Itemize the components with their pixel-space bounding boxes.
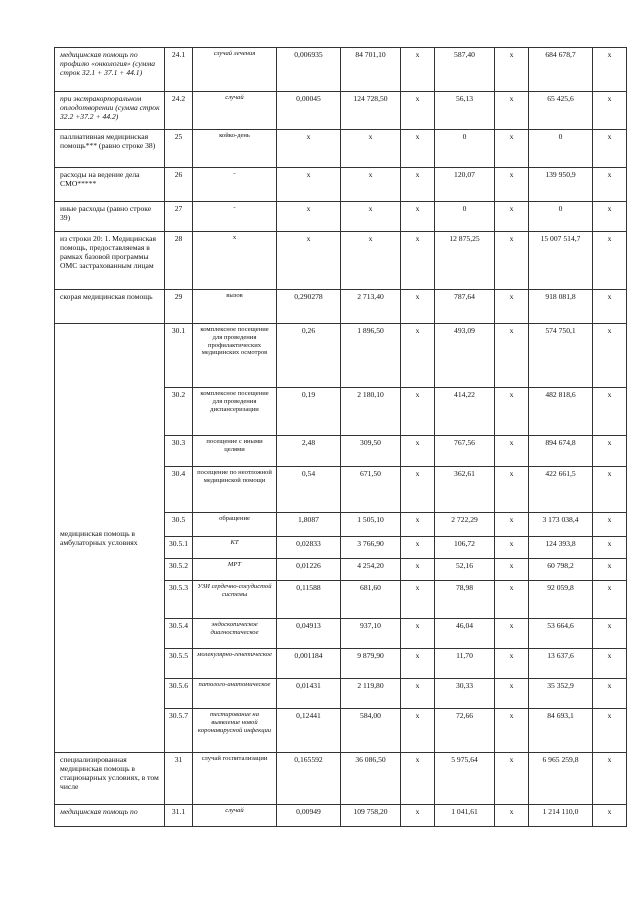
volume-cell: 0,01226 (277, 559, 341, 581)
unit-cell: обращение (193, 513, 277, 537)
row-code: 30.2 (165, 388, 193, 436)
volume-cell: 0,00045 (277, 92, 341, 130)
value-cell: х (593, 709, 627, 753)
value-cell: 574 750,1 (529, 324, 593, 388)
volume-cell: х (277, 232, 341, 290)
row-code: 30.5.7 (165, 709, 193, 753)
cost-cell: 584,00 (341, 709, 401, 753)
value-cell: х (593, 537, 627, 559)
value-cell: х (401, 324, 435, 388)
volume-cell: 0,11588 (277, 581, 341, 619)
value-cell: х (401, 619, 435, 649)
row-name: из строки 20: 1. Медицинская помощь, предоставляемая в рамках базовой программы ОМС застрахованным лицам (55, 232, 165, 290)
value-cell: 0 (435, 202, 495, 232)
value-cell: 78,98 (435, 581, 495, 619)
value-cell: 15 007 514,7 (529, 232, 593, 290)
value-cell: х (401, 709, 435, 753)
value-cell: х (593, 436, 627, 467)
value-cell: х (495, 232, 529, 290)
value-cell: 414,22 (435, 388, 495, 436)
value-cell: 0 (529, 202, 593, 232)
unit-cell: МРТ (193, 559, 277, 581)
value-cell: х (593, 619, 627, 649)
volume-cell: 0,26 (277, 324, 341, 388)
value-cell: 30,33 (435, 679, 495, 709)
unit-cell: случай (193, 805, 277, 827)
value-cell: 139 950,9 (529, 168, 593, 202)
table-row (55, 92, 627, 130)
unit-cell: УЗИ сердечно-сосудистой системы (193, 581, 277, 619)
row-name: медицинская помощь по (55, 805, 165, 827)
value-cell: 1 214 110,0 (529, 805, 593, 827)
row-code: 31.1 (165, 805, 193, 827)
unit-cell: - (193, 202, 277, 232)
unit-cell: комплексное посещение для проведения диспансеризации (193, 388, 277, 436)
row-code: 30.5.6 (165, 679, 193, 709)
value-cell: х (495, 388, 529, 436)
value-cell: х (593, 467, 627, 513)
cost-cell: 84 701,10 (341, 48, 401, 92)
value-cell: х (495, 130, 529, 168)
value-cell: 60 798,2 (529, 559, 593, 581)
cost-cell: 2 180,10 (341, 388, 401, 436)
value-cell: 3 173 038,4 (529, 513, 593, 537)
value-cell: х (495, 467, 529, 513)
volume-cell: 0,165592 (277, 753, 341, 805)
volume-cell: 0,01431 (277, 679, 341, 709)
table-row (55, 232, 627, 290)
value-cell: 35 352,9 (529, 679, 593, 709)
value-cell: 0 (435, 130, 495, 168)
value-cell: х (593, 202, 627, 232)
value-cell: 46,04 (435, 619, 495, 649)
value-cell: 0 (529, 130, 593, 168)
cost-cell: 124 728,50 (341, 92, 401, 130)
value-cell: 767,56 (435, 436, 495, 467)
unit-cell: молекулярно-генетическое (193, 649, 277, 679)
row-code: 30.4 (165, 467, 193, 513)
row-name: при экстракорпоральном оплодотворении (сумма строк 32.2 +37.2 + 44.2) (55, 92, 165, 130)
value-cell: х (401, 202, 435, 232)
row-name: иные расходы (равно строке 39) (55, 202, 165, 232)
cost-cell: 109 758,20 (341, 805, 401, 827)
volume-cell: 0,12441 (277, 709, 341, 753)
cost-cell: х (341, 168, 401, 202)
value-cell: х (495, 324, 529, 388)
row-name: расходы на ведение дела СМО***** (55, 168, 165, 202)
unit-cell: посещение с иными целями (193, 436, 277, 467)
row-code: 30.5.3 (165, 581, 193, 619)
value-cell: 1 041,61 (435, 805, 495, 827)
table-row (55, 753, 627, 805)
value-cell: х (593, 753, 627, 805)
value-cell: 124 393,8 (529, 537, 593, 559)
value-cell: х (593, 805, 627, 827)
row-name: паллиативная медицинская помощь*** (равно строке 38) (55, 130, 165, 168)
volume-cell: х (277, 130, 341, 168)
value-cell: х (495, 559, 529, 581)
value-cell: х (495, 168, 529, 202)
value-cell: х (401, 513, 435, 537)
cost-cell: 4 254,20 (341, 559, 401, 581)
cost-cell: х (341, 130, 401, 168)
value-cell: 5 975,64 (435, 753, 495, 805)
value-cell: х (401, 168, 435, 202)
row-code: 30.1 (165, 324, 193, 388)
value-cell: х (593, 48, 627, 92)
value-cell: х (593, 290, 627, 324)
cost-cell: 937,10 (341, 619, 401, 649)
volume-cell: 0,54 (277, 467, 341, 513)
value-cell: 52,16 (435, 559, 495, 581)
value-cell: х (495, 92, 529, 130)
value-cell: х (593, 388, 627, 436)
volume-cell: х (277, 202, 341, 232)
value-cell: х (495, 537, 529, 559)
unit-cell: случай госпитализации (193, 753, 277, 805)
row-code: 30.5.5 (165, 649, 193, 679)
value-cell: х (401, 581, 435, 619)
value-cell: 92 059,8 (529, 581, 593, 619)
table-row (55, 290, 627, 324)
value-cell: 2 722,29 (435, 513, 495, 537)
volume-cell: 0,290278 (277, 290, 341, 324)
value-cell: 120,07 (435, 168, 495, 202)
cost-cell: 36 086,50 (341, 753, 401, 805)
unit-cell: эндоскопическое диагностическое (193, 619, 277, 649)
row-code: 29 (165, 290, 193, 324)
value-cell: 894 674,8 (529, 436, 593, 467)
value-cell: х (401, 753, 435, 805)
value-cell: 482 818,6 (529, 388, 593, 436)
value-cell: х (495, 290, 529, 324)
table-row (55, 168, 627, 202)
table-row (55, 130, 627, 168)
cost-cell: 681,60 (341, 581, 401, 619)
row-code: 25 (165, 130, 193, 168)
value-cell: 56,13 (435, 92, 495, 130)
value-cell: х (593, 92, 627, 130)
row-code: 30.5.2 (165, 559, 193, 581)
value-cell: х (495, 619, 529, 649)
cost-cell: 1 896,50 (341, 324, 401, 388)
value-cell: 684 678,7 (529, 48, 593, 92)
unit-cell: тестирование на выявление новой коронавирусной инфекции (193, 709, 277, 753)
table-row (55, 805, 627, 827)
table-row (55, 48, 627, 92)
value-cell: х (495, 581, 529, 619)
volume-cell: х (277, 168, 341, 202)
value-cell: 12 875,25 (435, 232, 495, 290)
unit-cell: патолого-анатомическое (193, 679, 277, 709)
value-cell: х (495, 436, 529, 467)
value-cell: х (401, 805, 435, 827)
value-cell: х (401, 92, 435, 130)
value-cell: 587,40 (435, 48, 495, 92)
value-cell: 11,70 (435, 649, 495, 679)
volume-cell: 0,04913 (277, 619, 341, 649)
value-cell: х (401, 290, 435, 324)
value-cell: 362,61 (435, 467, 495, 513)
cost-cell: 2 119,80 (341, 679, 401, 709)
unit-cell: х (193, 232, 277, 290)
unit-cell: вызов (193, 290, 277, 324)
row-code: 31 (165, 753, 193, 805)
row-name: медицинская помощь по профилю «онкология» (сумма строк 32.1 + 37.1 + 44.1) (55, 48, 165, 92)
volume-cell: 1,8087 (277, 513, 341, 537)
value-cell: х (593, 232, 627, 290)
value-cell: х (495, 753, 529, 805)
value-cell: х (401, 467, 435, 513)
value-cell: х (495, 513, 529, 537)
volume-cell: 0,00949 (277, 805, 341, 827)
value-cell: х (401, 679, 435, 709)
value-cell: 106,72 (435, 537, 495, 559)
value-cell: х (593, 581, 627, 619)
row-code: 24.1 (165, 48, 193, 92)
volume-cell: 0,001184 (277, 649, 341, 679)
row-code: 30.5 (165, 513, 193, 537)
value-cell: х (593, 168, 627, 202)
value-cell: х (495, 649, 529, 679)
unit-cell: случай лечения (193, 48, 277, 92)
row-code: 30.3 (165, 436, 193, 467)
value-cell: 6 965 259,8 (529, 753, 593, 805)
cost-cell: х (341, 202, 401, 232)
value-cell: 72,66 (435, 709, 495, 753)
unit-cell: - (193, 168, 277, 202)
value-cell: х (593, 679, 627, 709)
value-cell: х (401, 649, 435, 679)
value-cell: х (401, 537, 435, 559)
value-cell: 84 693,1 (529, 709, 593, 753)
value-cell: 918 081,8 (529, 290, 593, 324)
row-name: медицинская помощь в амбулаторных условиях (55, 324, 165, 753)
value-cell: х (401, 388, 435, 436)
row-code: 26 (165, 168, 193, 202)
cost-cell: 1 505,10 (341, 513, 401, 537)
cost-cell: 671,50 (341, 467, 401, 513)
value-cell: х (495, 805, 529, 827)
value-cell: 65 425,6 (529, 92, 593, 130)
value-cell: х (593, 513, 627, 537)
value-cell: х (593, 649, 627, 679)
value-cell: х (495, 48, 529, 92)
value-cell: х (401, 232, 435, 290)
unit-cell: посещение по неотложной медицинской помощи (193, 467, 277, 513)
value-cell: х (495, 202, 529, 232)
cost-cell: 2 713,40 (341, 290, 401, 324)
value-cell: 422 661,5 (529, 467, 593, 513)
unit-cell: койко-день (193, 130, 277, 168)
cost-cell: 309,50 (341, 436, 401, 467)
value-cell: х (401, 48, 435, 92)
unit-cell: случай (193, 92, 277, 130)
value-cell: х (593, 130, 627, 168)
value-cell: 53 664,6 (529, 619, 593, 649)
value-cell: 787,64 (435, 290, 495, 324)
value-cell: х (593, 324, 627, 388)
row-code: 27 (165, 202, 193, 232)
value-cell: х (593, 559, 627, 581)
cost-cell: х (341, 232, 401, 290)
row-code: 30.5.4 (165, 619, 193, 649)
volume-cell: 0,02833 (277, 537, 341, 559)
cost-cell: 3 766,90 (341, 537, 401, 559)
value-cell: х (495, 709, 529, 753)
volume-cell: 2,48 (277, 436, 341, 467)
cost-cell: 9 879,90 (341, 649, 401, 679)
value-cell: 13 637,6 (529, 649, 593, 679)
row-code: 28 (165, 232, 193, 290)
unit-cell: КТ (193, 537, 277, 559)
table-body (55, 48, 627, 827)
volume-cell: 0,006935 (277, 48, 341, 92)
row-name: специализированная медицинская помощь в стационарных условиях, в том числе (55, 753, 165, 805)
financing-table (54, 47, 627, 827)
unit-cell: комплексное посещение для проведения профилактических медицинских осмотров (193, 324, 277, 388)
table-row (55, 202, 627, 232)
row-code: 24.2 (165, 92, 193, 130)
volume-cell: 0,19 (277, 388, 341, 436)
value-cell: х (401, 130, 435, 168)
value-cell: х (401, 559, 435, 581)
table-row (55, 324, 627, 388)
value-cell: х (401, 436, 435, 467)
row-name: скорая медицинская помощь (55, 290, 165, 324)
value-cell: х (495, 679, 529, 709)
value-cell: 493,09 (435, 324, 495, 388)
row-code: 30.5.1 (165, 537, 193, 559)
